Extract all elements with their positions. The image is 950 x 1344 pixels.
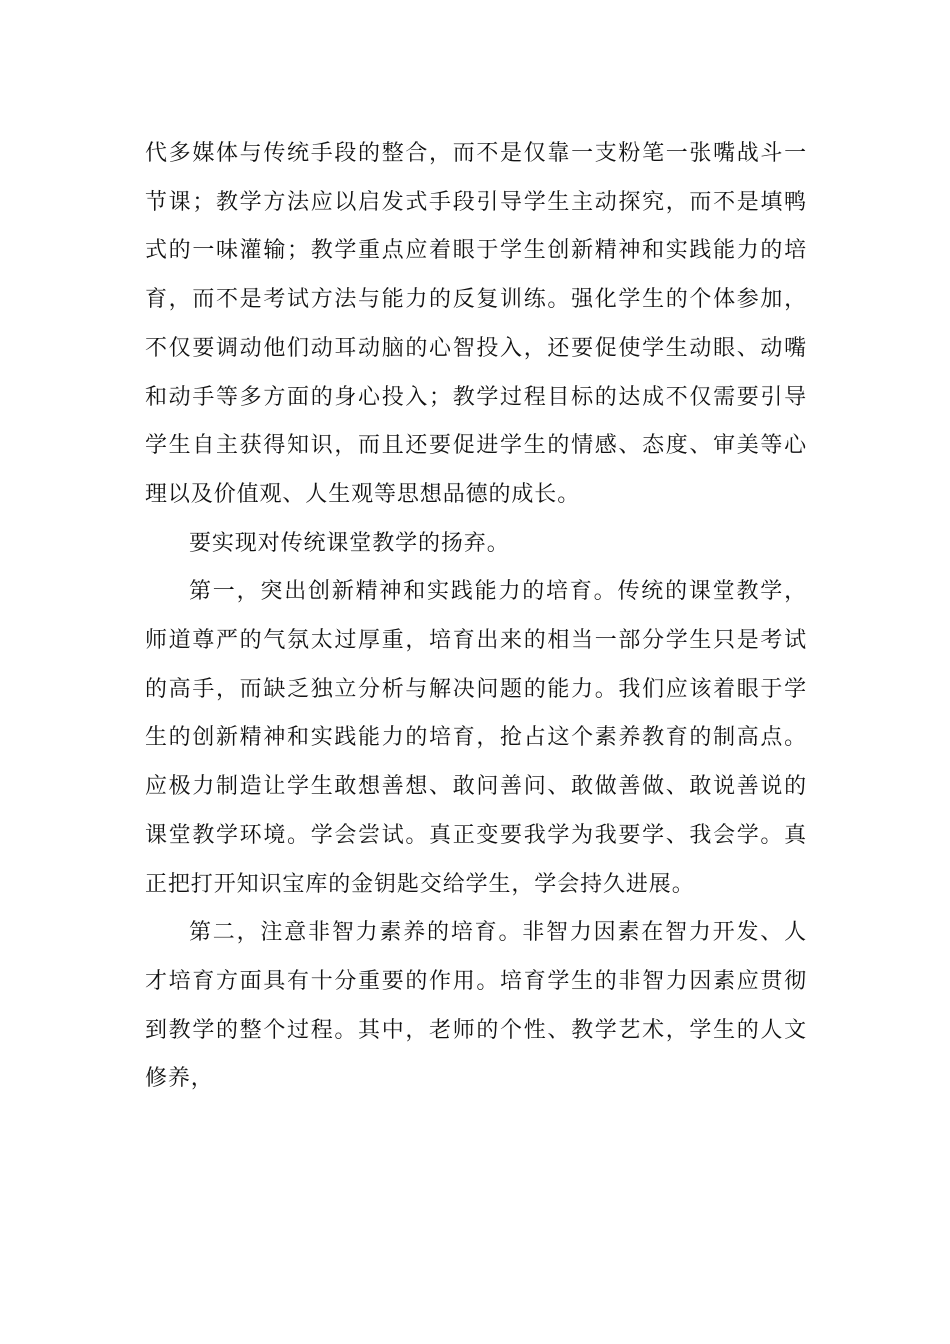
paragraph-heading: 要实现对传统课堂教学的扬弃。 — [189, 530, 510, 556]
paragraph-second-point: 第二，注意非智力素养的培育。非智力因素在智力开发、人才培育方面具有十分重要的作用。培育学生的非智力因素应贯彻到教学的整个过程。其中，老师的个性、教学艺术，学生的人文修养， — [145, 920, 807, 1092]
paragraph-continuation: 代多媒体与传统手段的整合，而不是仅靠一支粉笔一张嘴战斗一节课；教学方法应以启发式手段引导学生主动探究，而不是填鸭式的一味灌输；教学重点应着眼于学生创新精神和实践能力的培育，而不是考试方法与能力的反复训练。强化学生的个体参加，不仅要调动他们动耳动脑的心智投入，还要促使学生动眼、动嘴和动手等多方面的身心投入；教学过程目标的达成不仅需要引导学生自主获得知识，而且还要促进学生的情感、态度、审美等心理以及价值观、人生观等思想品德的成长。 — [145, 141, 807, 507]
document-body — [145, 130, 807, 1104]
paragraph-first-point: 第一，突出创新精神和实践能力的培育。传统的课堂教学，师道尊严的气氛太过厚重，培育出来的相当一部分学生只是考试的高手，而缺乏独立分析与解决问题的能力。我们应该着眼于学生的创新精神和实践能力的培育，抢占这个素养教育的制高点。应极力制造让学生敢想善想、敢问善问、敢做善做、敢说善说的课堂教学环境。学会尝试。真正变要我学为我要学、我会学。真正把打开知识宝库的金钥匙交给学生，学会持久进展。 — [145, 579, 807, 897]
